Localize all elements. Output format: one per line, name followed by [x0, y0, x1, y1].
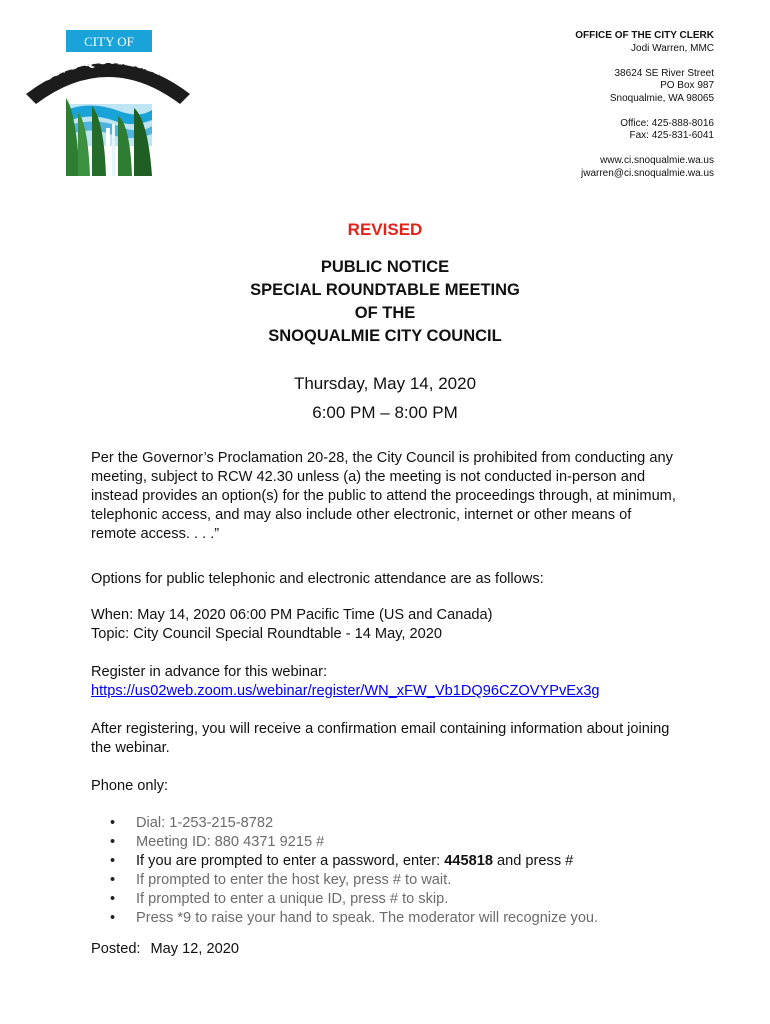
office-name: OFFICE OF THE CITY CLERK: [575, 30, 714, 41]
address-street: 38624 SE River Street: [614, 67, 714, 79]
register-text: Register in advance for this webinar:: [91, 664, 328, 680]
meeting-time: 6:00 PM – 8:00 PM: [312, 403, 458, 422]
bullet-icon: •: [110, 891, 116, 907]
options-paragraph: Options for public telephonic and electronic attendance are as follows:: [91, 571, 544, 587]
posted-line: [91, 941, 239, 957]
bullet-icon: •: [110, 853, 116, 869]
password-value: 445818: [444, 853, 493, 869]
fax-number: Fax: 425-831-6041: [629, 130, 714, 141]
title-line-2: SPECIAL ROUNDTABLE MEETING: [250, 281, 520, 299]
list-item-unique-id: • If prompted to enter a unique ID, press # to skip.: [110, 891, 449, 907]
title-line-3: OF THE: [354, 304, 416, 322]
list-item-password: • If you are prompted to enter a password, enter: 445818 and press #: [110, 853, 574, 869]
title-line-1: PUBLIC NOTICE: [320, 258, 450, 276]
meeting-date: Thursday, May 14, 2020: [293, 374, 477, 393]
title-line-4: SNOQUALMIE CITY COUNCIL: [268, 327, 502, 345]
meeting-datetime: [0, 369, 770, 427]
bullet-icon: •: [110, 872, 116, 888]
list-item-meeting-id: • Meeting ID: 880 4371 9215 #: [110, 834, 325, 850]
notice-title: [0, 256, 770, 348]
list-item-raise-hand: • Press *9 to raise your hand to speak. The moderator will recognize you.: [110, 910, 599, 926]
address-po-box: PO Box 987: [660, 80, 714, 91]
revised-label: REVISED: [347, 220, 423, 239]
email: jwarren@ci.snoqualmie.wa.us: [581, 167, 714, 179]
logo-city-of: CITY OF: [84, 34, 134, 49]
clerk-name: Jodi Warren, MMC: [631, 42, 714, 54]
after-registering-paragraph: After registering, you will receive a confirmation email containing information about joining the webinar.: [91, 721, 670, 756]
list-item-dial: • Dial: 1-253-215-8782: [110, 815, 274, 831]
phone-instructions-list: [110, 814, 598, 928]
posted-date: May 12, 2020: [150, 941, 239, 957]
city-logo: [22, 28, 194, 176]
letterhead: [474, 30, 714, 180]
posted-label: Posted:: [91, 941, 141, 957]
office-phone: Office: 425-888-8016: [620, 117, 714, 129]
bullet-icon: •: [110, 815, 116, 831]
phone-only-heading: Phone only:: [91, 778, 169, 794]
website: www.ci.snoqualmie.wa.us: [600, 155, 714, 166]
webinar-registration-link[interactable]: https://us02web.zoom.us/webinar/register/WN_xFW_Vb1DQ96CZOVYPvEx3g: [91, 683, 600, 699]
address-city: Snoqualmie, WA 98065: [609, 92, 714, 104]
bullet-icon: •: [110, 910, 116, 926]
list-item-host-key: • If prompted to enter the host key, press # to wait.: [110, 872, 452, 888]
bullet-icon: •: [110, 834, 116, 850]
registration: [91, 663, 677, 701]
logo-snoqualmie: SNOQUALMIE: [38, 48, 180, 86]
meeting-topic: Topic: City Council Special Roundtable - 14 May, 2020: [91, 626, 442, 642]
meeting-when: When: May 14, 2020 06:00 PM Pacific Time (US and Canada): [91, 607, 493, 623]
meeting-details: [91, 606, 677, 644]
proclamation-paragraph: Per the Governor’s Proclamation 20-28, the City Council is prohibited from conducting any meeting, subject to RCW 42.30 unless (a) the meeting is not conducted in-person and instead provides an option(s) for the public to attend the proceedings through, at minimum, telephonic access, and may also include other electronic, internet or other means of remote access. . . .”: [91, 450, 676, 542]
